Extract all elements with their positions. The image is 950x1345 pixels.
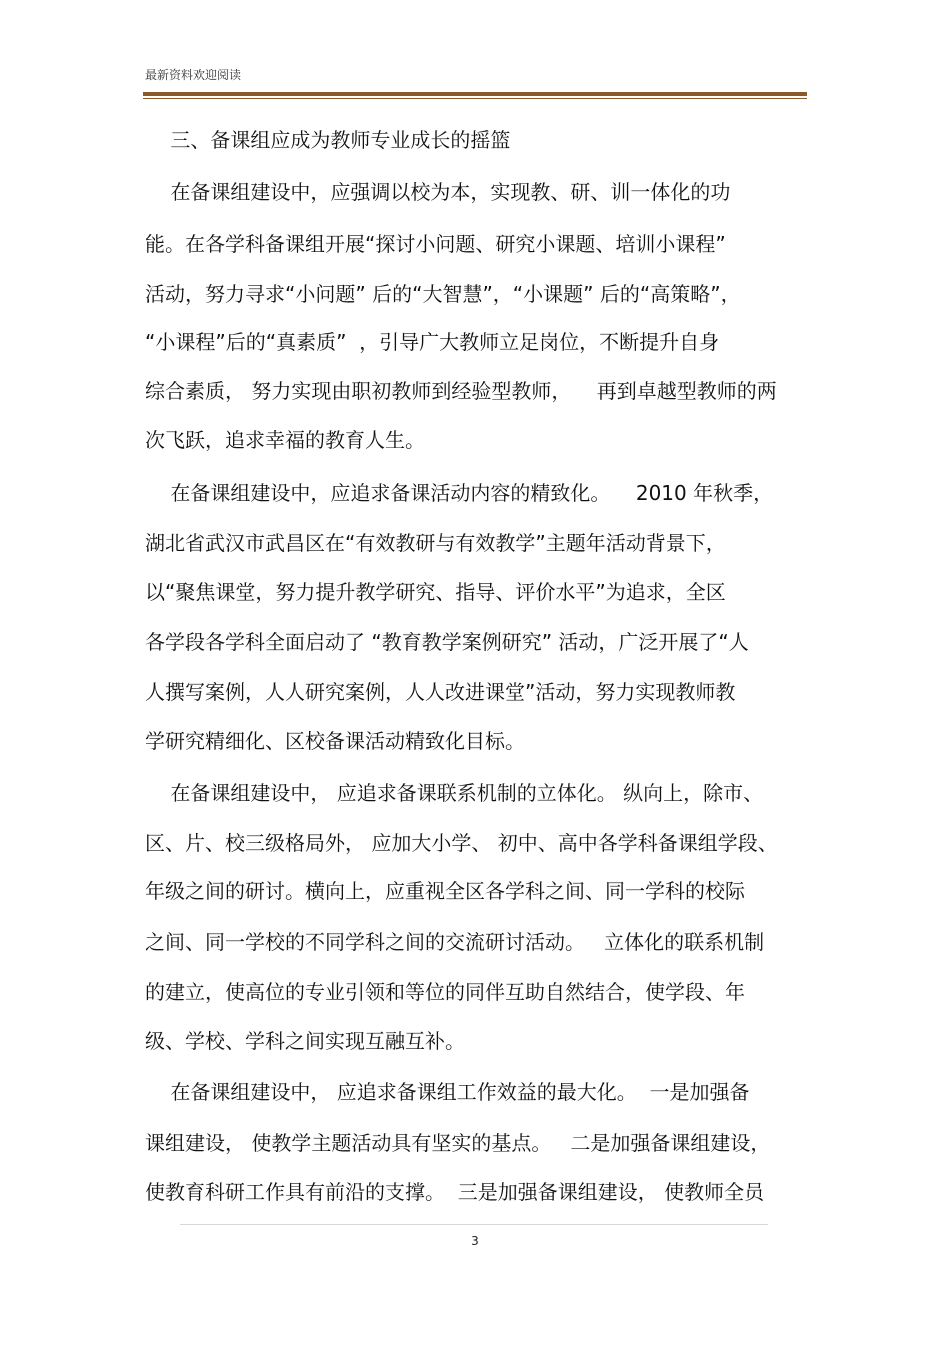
text-line: 课组建设， 使教学主题活动具有坚实的基点。 二是加强备课组建设，: [145, 1131, 771, 1155]
text-line: 使教育科研工作具有前沿的支撑。 三是加强备课组建设， 使教师全员: [145, 1180, 765, 1204]
text-line: 学研究精细化、区校备课活动精致化目标。: [145, 729, 525, 753]
text-line: 以“聚焦课堂，努力提升教学研究、指导、评价水平”为追求，全区: [145, 580, 726, 604]
text-line: 人撰写案例，人人研究案例，人人改进课堂”活动，努力实现教师教: [145, 680, 736, 704]
text-line: 各学段各学科全面启动了 “教育教学案例研究” 活动，广泛开展了“人: [145, 630, 749, 654]
text-line: 活动，努力寻求“小问题” 后的“大智慧”，“小课题” 后的“高策略”，: [145, 282, 741, 306]
text-line: 级、学校、学科之间实现互融互补。: [145, 1029, 465, 1053]
text-line: 在备课组建设中，应强调以校为本，实现教、研、训一体化的功: [145, 180, 731, 204]
text-line: 湖北省武汉市武昌区在“有效教研与有效教学”主题年活动背景下，: [145, 531, 726, 555]
text-line: 能。在各学科备课组开展“探讨小问题、研究小课题、培训小课程”: [145, 232, 726, 256]
text-line: 综合素质， 努力实现由职初教师到经验型教师， 再到卓越型教师的两: [145, 379, 777, 403]
page-number: 3: [471, 1234, 479, 1248]
text-line: 的建立，使高位的专业引领和等位的同伴互助自然结合，使学段、年: [145, 980, 745, 1004]
text-line: 次飞跃，追求幸福的教育人生。: [145, 428, 425, 452]
text-line: 三、备课组应成为教师专业成长的摇篮: [145, 128, 511, 152]
text-line: 区、片、校三级格局外， 应加大小学、 初中、高中各学科备课组学段、: [145, 831, 778, 855]
footer-rule: [180, 1224, 768, 1225]
text-line: “小课程”后的“真素质” ，引导广大教师立足岗位，不断提升自身: [145, 330, 720, 354]
text-line: 年级之间的研讨。横向上，应重视全区各学科之间、同一学科的校际: [145, 879, 745, 903]
text-line: 在备课组建设中， 应追求备课组工作效益的最大化。 一是加强备: [145, 1080, 750, 1104]
text-line: 之间、同一学校的不同学科之间的交流研讨活动。 立体化的联系机制: [145, 930, 765, 954]
text-line: 在备课组建设中，应追求备课活动内容的精致化。 2010 年秋季，: [145, 481, 774, 505]
header-title: 最新资料欢迎阅读: [145, 68, 242, 82]
text-line: 在备课组建设中， 应追求备课联系机制的立体化。 纵向上，除市、: [145, 781, 764, 805]
